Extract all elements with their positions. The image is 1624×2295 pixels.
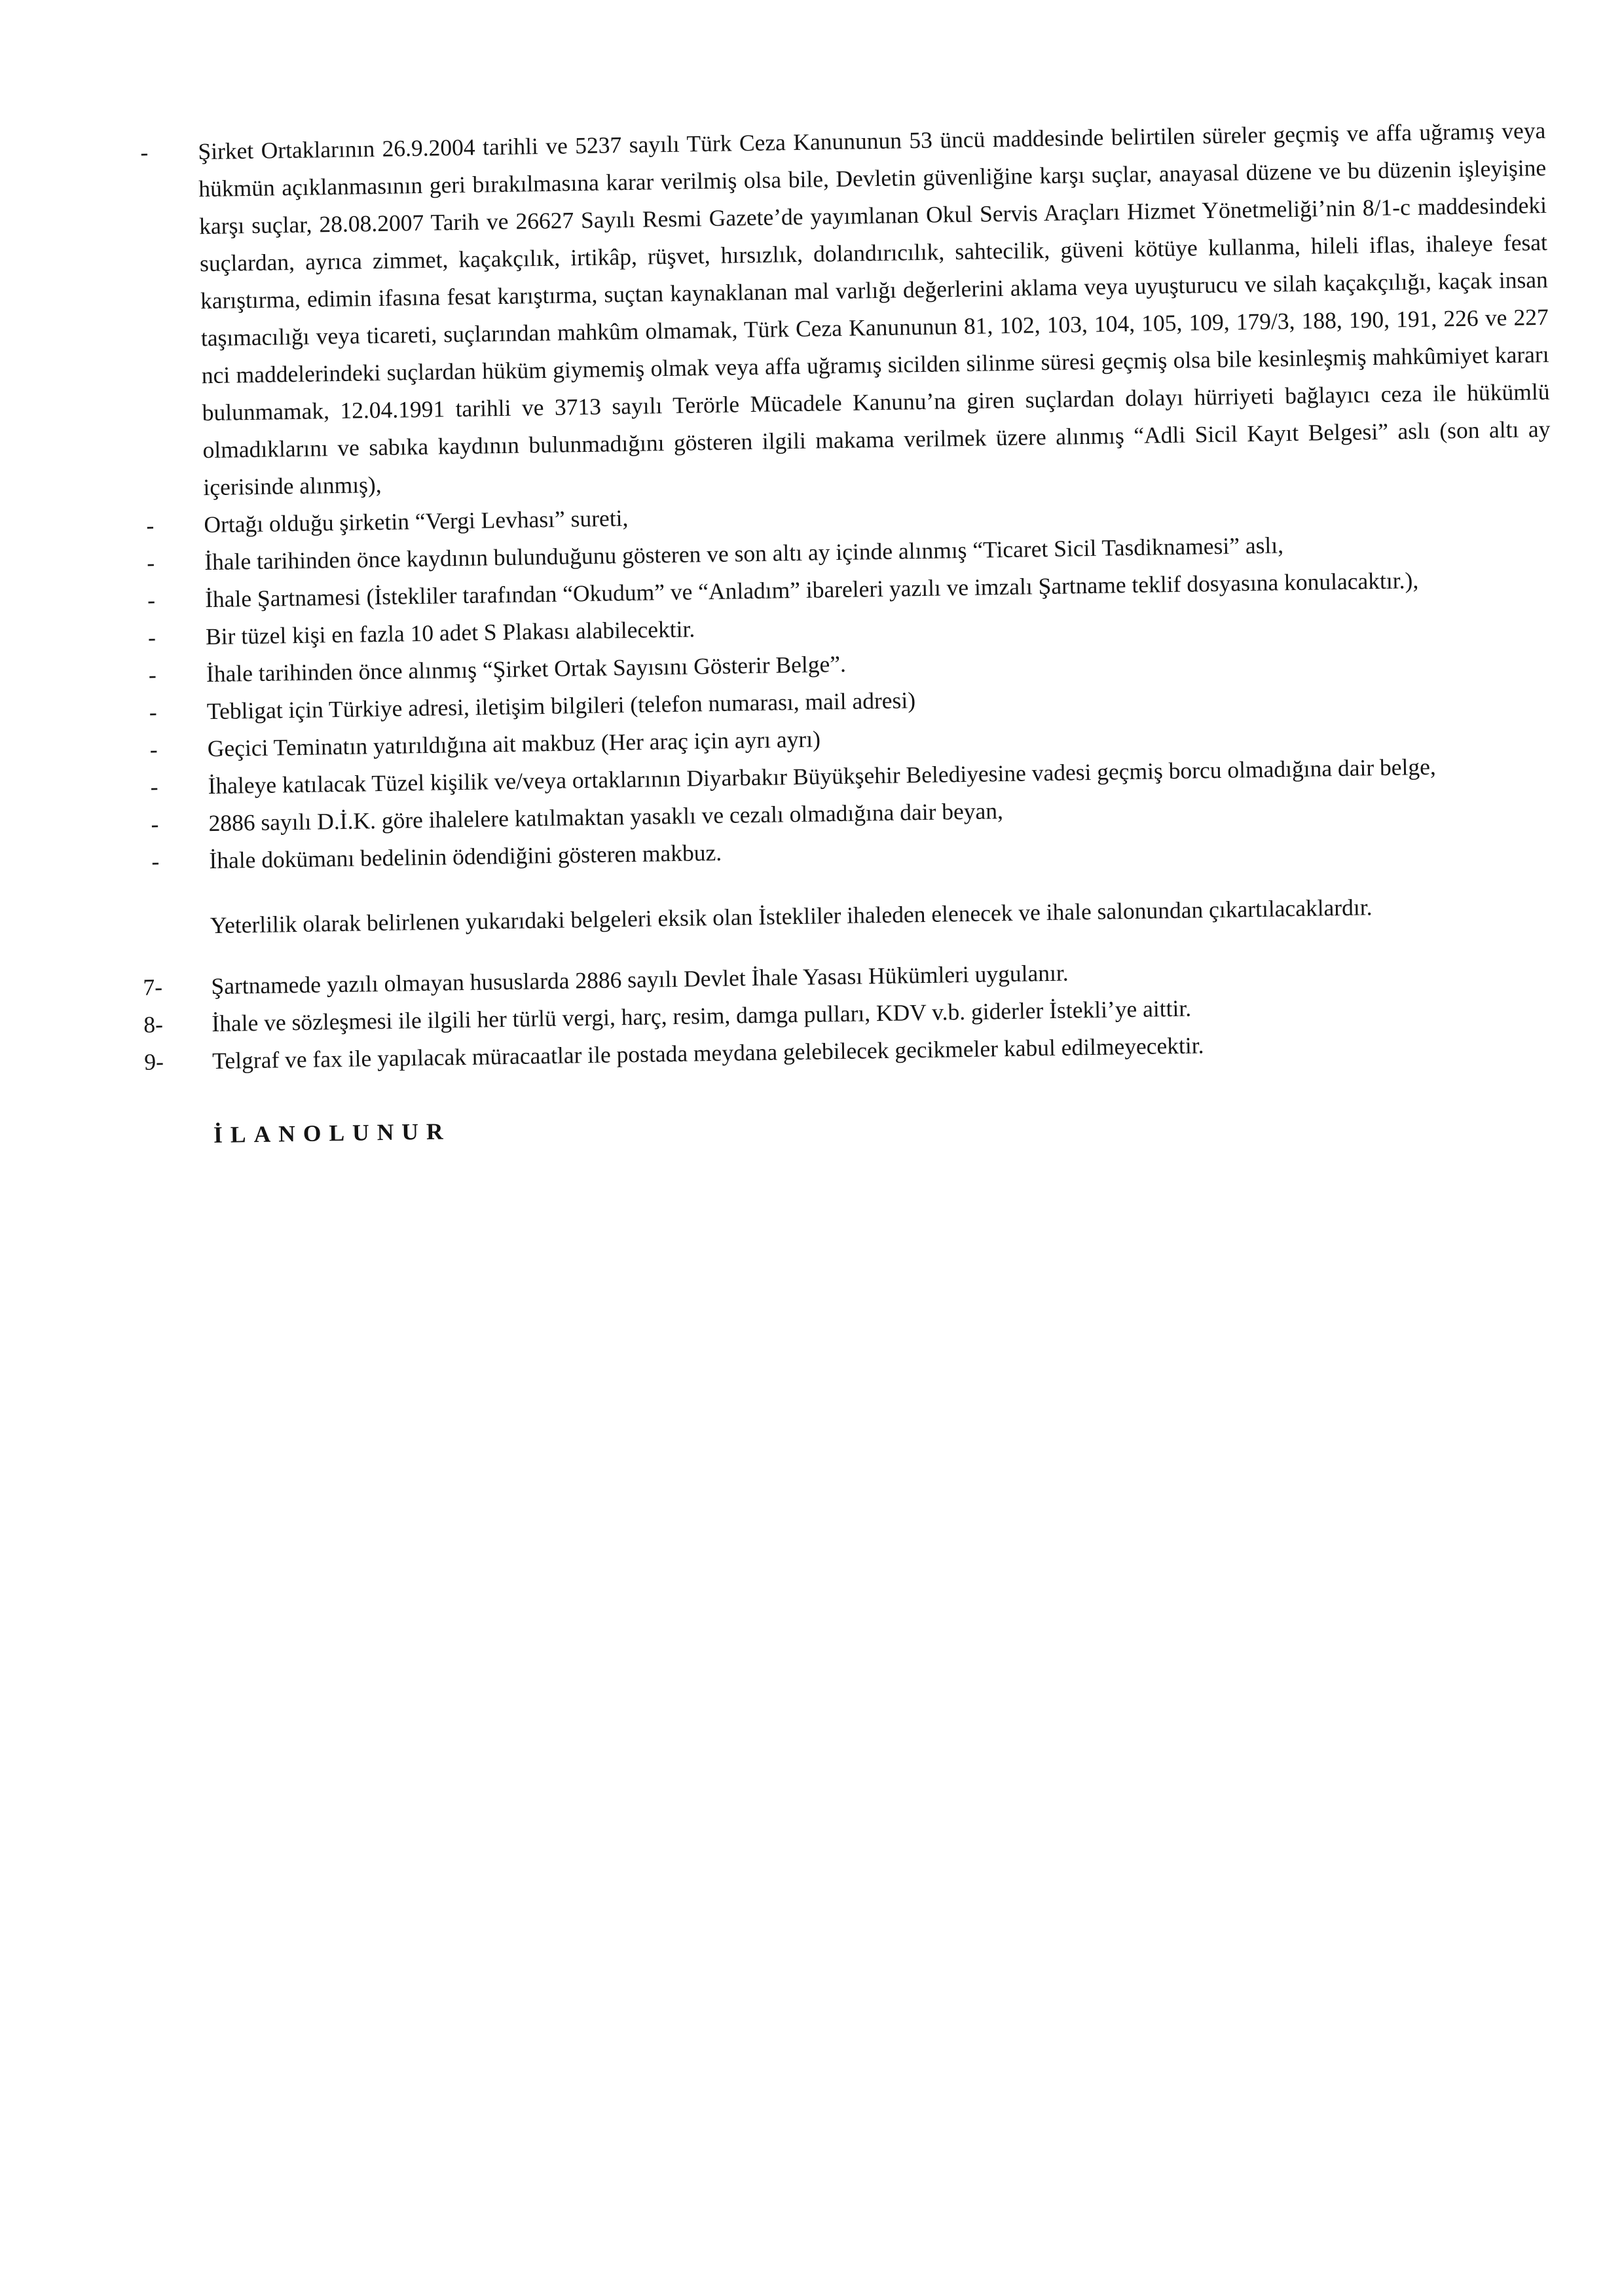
list-bullet: - [151,848,160,875]
closing-statement: İLANOLUNUR [213,1117,451,1148]
list-item-text: Tebligat için Türkiye adresi, iletişim bilgileri (telefon numarası, mail adresi) [206,687,916,725]
list-item-text: İhale tarihinden önce alınmış “Şirket Ortak Sayısını Gösterir Belge”. [206,650,847,688]
numbered-item-text: İhale ve sözleşmesi ile ilgili her türlü vergi, harç, resim, damga pulları, KDV v.b. giderler İstekli’ye aittir. [212,995,1192,1037]
document-body [124,112,1561,1154]
list-bullet: - [140,139,149,166]
list-bullet: - [147,624,157,651]
list-item [124,112,1551,507]
numbered-list [138,946,1560,1080]
list-bullet: - [146,549,155,576]
requirements-list [124,112,1557,881]
list-bullet: - [149,699,158,725]
item-number: 7- [143,973,163,1001]
list-item-text: Ortağı olduğu şirketin “Vergi Levhası” sureti, [204,504,629,538]
eligibility-paragraph: Yeterlilik olarak belirlenen yukarıdaki belgeleri eksik olan İstekliler ihaleden elenecek ve ihale salonundan çıkartılacaklardır. [210,894,1373,939]
numbered-item-text: Şartnamede yazılı olmayan hususlarda 2886 sayılı Devlet İhale Yasası Hükümleri uygulanır. [211,959,1069,999]
list-bullet: - [150,773,158,800]
list-item-text: 2886 sayılı D.İ.K. göre ihalelere katılmaktan yasaklı ve cezalı olmadığına dair beyan, [208,798,1004,837]
list-item-text: Şirket Ortaklarının 26.9.2004 tarihli ve 5237 sayılı Türk Ceza Kanununun 53 üncü maddesinde belirtilen süreler geçmiş ve affa uğramış veya hükmün açıklanmasının geri bırakılmasına karar verilmiş olsa bile, Devletin güvenliğine karşı suçlar, anayasal düzene ve bu düzenin işleyişine karşı suçlar, 28.08.2007 Tarih ve 26627 Sayılı Resmi Gazete’de yayımlanan Okul Servis Araçları Hizmet Yönetmeliği’nin 8/1-c maddesindeki suçlardan, ayrıca zimmet, kaçakçılık, irtikâp, rüşvet, hırsızlık, dolandırıcılık, sahtecilik, güveni kötüye kullanma, hileli iflas, ihaleye fesat karıştırma, edimin ifasına fesat karıştırma, suçtan kaynaklanan mal varlığı değerlerini aklama veya uyuşturucu ve silah kaçakçılığı, kaçak insan taşımacılığı veya ticareti, suçlarından mahkûm olmamak, Türk Ceza Kanununun 81, 102, 103, 104, 105, 109, 179/3, 188, 190, 191, 226 ve 227 nci maddelerindeki suçlardan hüküm giymemiş olmak veya affa uğramış sicilden silinme süresi geçmiş olsa bile kesinleşmiş mahkûmiyet kararı bulunmamak, 12.04.1991 tarihli ve 3713 sayılı Terörle Mücadele Kanunu’na giren suçlardan dolayı hürriyeti bağlayıcı ceza ile hükümlü olmadıklarını ve sabıka kaydının bulunmadığını gösteren ilgili makama verilmek üzere alınmış “Adli Sicil Kayıt Belgesi” aslı (son altı ay içerisinde alınmış), [198,117,1551,501]
list-bullet: - [151,811,159,837]
list-bullet: - [147,587,156,614]
list-item-text: İhale Şartnamesi (İstekliler tarafından “Okudum” ve “Anladım” ibareleri yazılı ve imzalı Şartname teklif dosyasına konulacaktır.), [204,567,1419,613]
list-item-text: İhale tarihinden önce kaydının bulunduğunu gösteren ve son altı ay içinde alınmış “Ticaret Sicil Tasdiknamesi” aslı, [204,532,1284,576]
item-number: 9- [143,1048,164,1075]
list-item-text: İhale dokümanı bedelinin ödendiğini gösteren makbuz. [209,839,722,874]
list-bullet: - [146,512,155,539]
list-item-text: Bir tüzel kişi en fazla 10 adet S Plakası alabilecektir. [205,615,695,650]
item-number: 8- [143,1010,164,1038]
numbered-item-text: Telgraf ve fax ile yapılacak müracaatlar ile postada meydana gelebilecek gecikmeler kabul edilmeyecektir. [212,1031,1204,1074]
list-bullet: - [149,736,158,763]
list-item-text: İhaleye katılacak Tüzel kişilik ve/veya ortaklarının Diyarbakır Büyükşehir Belediyesine vadesi geçmiş borcu olmadığına dair belge, [208,753,1437,799]
list-bullet: - [148,661,157,688]
list-item-text: Geçici Teminatın yatırıldığına ait makbuz (Her araç için ayrı ayrı) [207,725,821,762]
